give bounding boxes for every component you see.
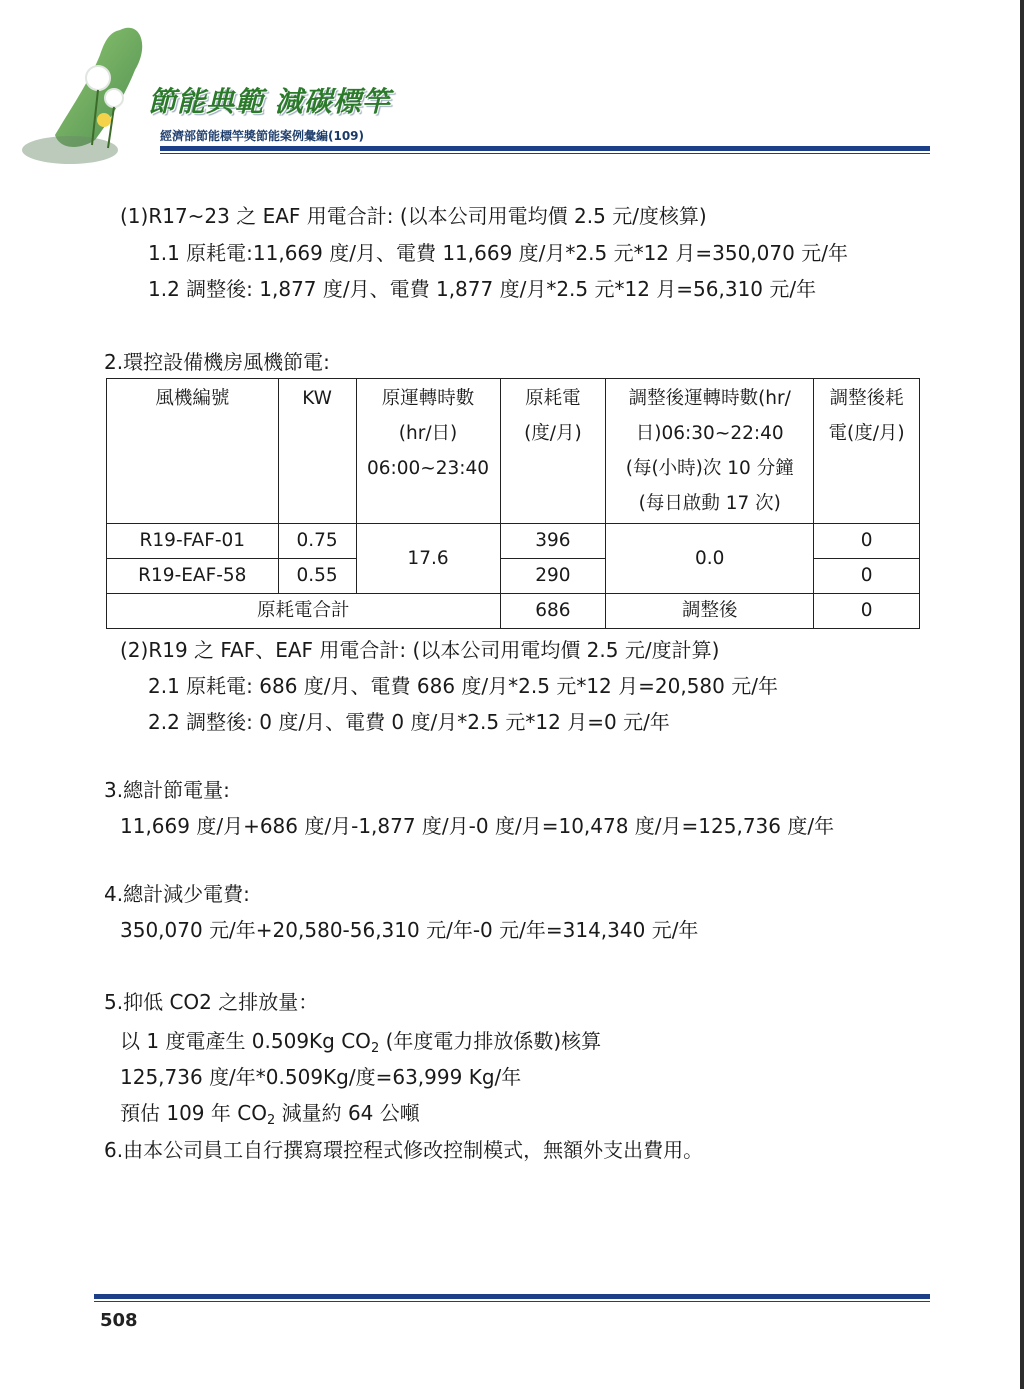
header-orig-hours-l2: (hr/日)	[398, 423, 458, 444]
header-adj-power-l2: 電(度/月)	[828, 423, 905, 444]
cell-fan-id: R19-FAF-01	[107, 524, 279, 559]
header-adj-hours-l4: (每日啟動 17 次)	[638, 493, 781, 514]
section5-line1-pre: 以 1 度電產生 0.509Kg CO	[120, 1029, 371, 1053]
section1-summary: (1)R17~23 之 EAF 用電合計: (以本公司用電均價 2.5 元/度核算)	[120, 204, 707, 228]
fan-table	[106, 378, 920, 629]
section2-heading: 2.環控設備機房風機節電:	[104, 350, 330, 374]
page-header	[0, 0, 1024, 180]
header-adj-hours-l1: 調整後運轉時數(hr/	[628, 388, 791, 409]
cell-kw: 0.75	[278, 524, 356, 559]
footer-rule-thin	[94, 1301, 930, 1302]
section4-body: 350,070 元/年+20,580-56,310 元/年-0 元/年=314,340 元/年	[120, 918, 699, 942]
cell-orig-power: 290	[500, 559, 606, 594]
header-adj-power-l1: 調整後耗	[829, 388, 904, 409]
section6-text: 6.由本公司員工自行撰寫環控程式修改控制模式，無額外支出費用。	[104, 1138, 704, 1162]
cell-fan-id: R19-EAF-58	[107, 559, 279, 594]
cell-adj-power: 0	[814, 559, 920, 594]
section5-line3-post: 減量約 64 公噸	[275, 1101, 420, 1125]
header-adj-hours	[606, 379, 814, 524]
section5-heading: 5.抑低 CO2 之排放量：	[104, 990, 319, 1014]
footer-rule	[94, 1294, 930, 1299]
section5-line1-post: (年度電力排放係數)核算	[379, 1029, 602, 1053]
co2-subscript: 2	[370, 1041, 380, 1056]
header-orig-hours-l1: 原運轉時數	[381, 388, 475, 409]
series-subtitle: 經濟部節能標竿獎節能案例彙編(109)	[160, 129, 365, 143]
header-orig-power-l2: (度/月)	[524, 423, 582, 444]
section5-line2: 125,736 度/年*0.509Kg/度=63,999 Kg/年	[120, 1065, 522, 1089]
table-row	[107, 524, 920, 559]
cell-adjusted-label: 調整後	[606, 594, 814, 629]
section3-body: 11,669 度/月+686 度/月-1,877 度/月-0 度/月=10,478 度/月=125,736 度/年	[120, 814, 835, 838]
section2-item-1: 2.1 原耗電: 686 度/月、電費 686 度/月*2.5 元*12 月=20,580 元/年	[148, 674, 778, 698]
header-rule-thin	[160, 153, 930, 154]
co2-subscript: 2	[266, 1113, 276, 1128]
table-total-row	[107, 594, 920, 629]
header-orig-hours	[356, 379, 500, 524]
cell-total-value: 686	[500, 594, 606, 629]
section1-item-2: 1.2 調整後: 1,877 度/月、電費 1,877 度/月*2.5 元*12 月=56,310 元/年	[148, 277, 817, 301]
header-orig-power	[500, 379, 606, 524]
table-header-row	[107, 379, 920, 524]
series-title: 節能典範 減碳標竿	[148, 85, 391, 118]
section2-item-2: 2.2 調整後: 0 度/月、電費 0 度/月*2.5 元*12 月=0 元/年	[148, 710, 670, 734]
cell-adj-hours-merged: 0.0	[606, 524, 814, 594]
header-rule	[160, 146, 930, 151]
cell-orig-power: 396	[500, 524, 606, 559]
section1-item-1: 1.1 原耗電:11,669 度/月、電費 11,669 度/月*2.5 元*12 月=350,070 元/年	[148, 241, 848, 265]
section4-heading: 4.總計減少電費:	[104, 882, 250, 906]
cell-adj-power: 0	[814, 524, 920, 559]
header-orig-hours-l3: 06:00~23:40	[366, 458, 490, 479]
cell-kw: 0.55	[278, 559, 356, 594]
header-orig-power-l1: 原耗電	[525, 388, 581, 409]
cell-orig-hours-merged: 17.6	[356, 524, 500, 594]
section5-line1	[120, 1028, 601, 1054]
section5-line3-pre: 預估 109 年 CO	[120, 1101, 267, 1125]
section3-heading: 3.總計節電量:	[104, 778, 230, 802]
section2-summary: (2)R19 之 FAF、EAF 用電合計: (以本公司用電均價 2.5 元/度計算)	[120, 638, 720, 662]
header-kw: KW	[278, 379, 356, 524]
cell-total-label: 原耗電合計	[107, 594, 501, 629]
page-number: 508	[100, 1310, 138, 1331]
header-fan-id: 風機編號	[107, 379, 279, 524]
header-adj-power	[814, 379, 920, 524]
cell-adjusted-value: 0	[814, 594, 920, 629]
header-adj-hours-l3: (每(小時)次 10 分鐘	[625, 458, 794, 479]
page-edge	[1020, 0, 1024, 1389]
header-adj-hours-l2: 日)06:30~22:40	[635, 423, 784, 444]
section5-line3	[120, 1100, 420, 1126]
